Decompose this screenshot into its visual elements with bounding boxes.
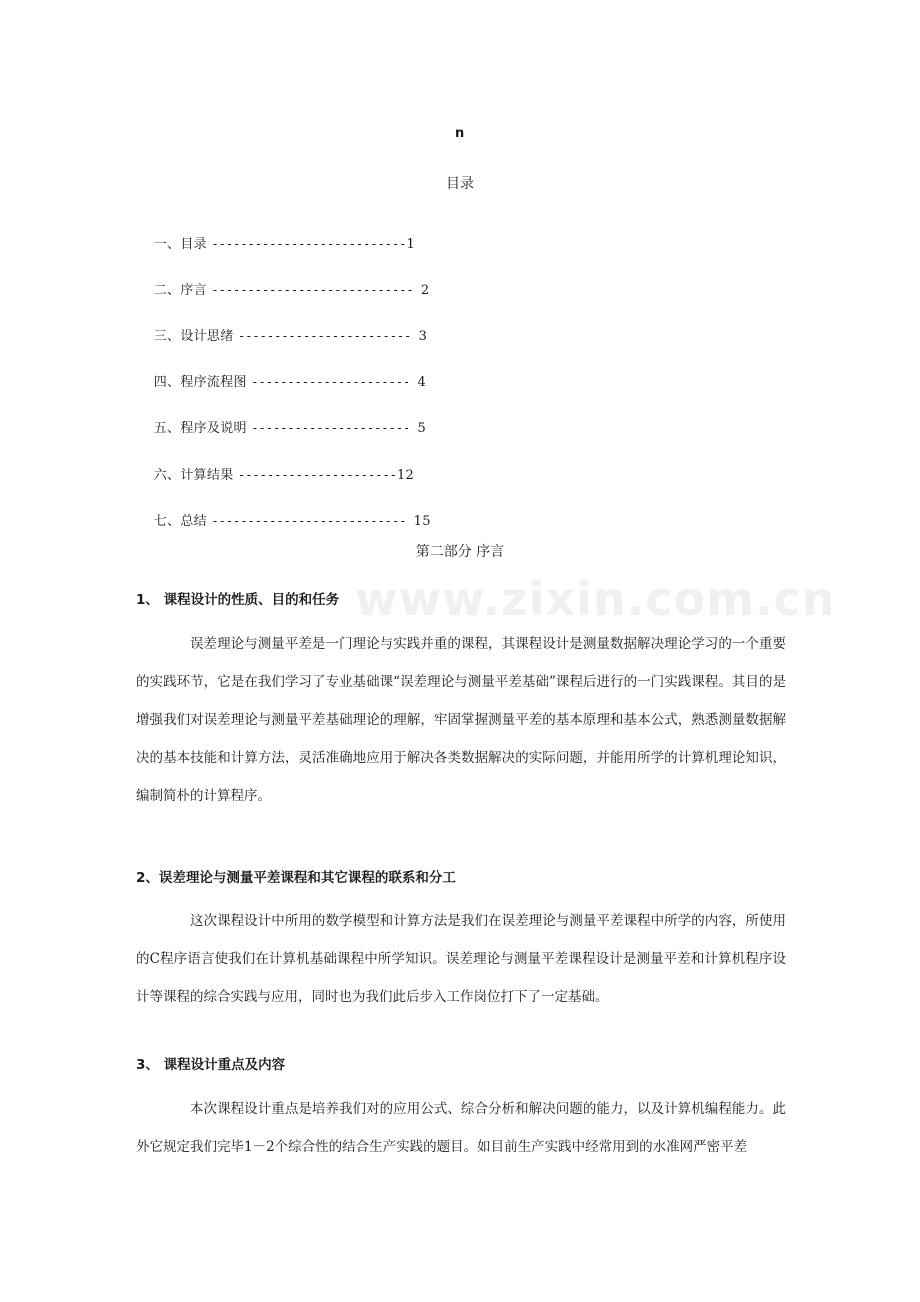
toc-item-label: 二、序言	[153, 283, 207, 298]
toc-item-page: 2	[420, 283, 430, 298]
page-marker: n	[455, 126, 465, 141]
toc-item	[136, 264, 429, 313]
section-heading: 2、误差理论与测量平差课程和其它课程的联系和分工	[136, 870, 456, 886]
toc-item-page: 5	[417, 421, 427, 436]
toc-item-dashes: ----------------------	[251, 421, 418, 435]
toc-item	[136, 356, 426, 405]
toc-item-page: 12	[396, 468, 415, 483]
toc-item-dashes: ----------------------	[237, 468, 397, 482]
section-heading: 3、 课程设计重点及内容	[136, 1057, 286, 1073]
toc-item-label: 七、总结	[153, 514, 207, 529]
toc-item	[136, 310, 427, 359]
toc-item-label: 六、计算结果	[153, 468, 234, 483]
toc-item-page: 15	[413, 514, 431, 529]
toc-item-page: 1	[406, 237, 416, 252]
watermark: www.zixin.com.cn	[355, 572, 836, 626]
toc-item-label: 四、程序流程图	[153, 375, 247, 390]
toc-item-label: 一、目录	[153, 237, 207, 252]
toc-item	[136, 449, 414, 498]
toc-item-dashes: ---------------------------	[211, 514, 414, 528]
section-paragraph: 误差理论与测量平差是一门理论与实践并重的课程，其课程设计是测量数据解决理论学习的一个重要的实践环节，它是在我们学习了专业基础课“误差理论与测量平差基础”课程后进行的一门实践课程。其目的是增强我们对误差理论与测量平差基础理论的理解，牢固掌握测量平差的基本原理和基本公式，熟悉测量数据解决的基本技能和计算方法，灵活准确地应用于解决各类数据解决的实际问题，并能用所学的计算机理论知识，编制简朴的计算程序。	[136, 636, 786, 804]
toc-item-page: 3	[418, 329, 428, 344]
toc-title: 目录	[446, 176, 474, 192]
section-heading: 1、 课程设计的性质、目的和任务	[136, 592, 340, 608]
toc-item-label: 五、程序及说明	[153, 421, 247, 436]
toc-item	[136, 402, 426, 451]
section-paragraph: 这次课程设计中所用的数学模型和计算方法是我们在误差理论与测量平差课程中所学的内容，所使用的C程序语言使我们在计算机基础课程中所学知识。误差理论与测量平差课程设计是测量平差和计算机程序设计等课程的综合实践与应用，同时也为我们此后步入工作岗位打下了一定基础。	[136, 913, 786, 1005]
toc-item-dashes: ---------------------------	[211, 237, 407, 251]
section-title: 第二部分 序言	[415, 544, 505, 560]
toc-item-dashes: ----------------------	[251, 375, 418, 389]
toc-item-page: 4	[417, 375, 427, 390]
toc-item-label: 三、设计思绪	[153, 329, 234, 344]
toc-item	[136, 495, 431, 544]
toc-item	[136, 218, 415, 267]
section-paragraph: 本次课程设计重点是培养我们对的应用公式、综合分析和解决问题的能力，以及计算机编程能力。此外它规定我们完毕1－2个综合性的结合生产实践的题目。如目前生产实践中经常用到的水准网严密平差	[136, 1101, 786, 1155]
toc-item-dashes: ----------------------------	[211, 283, 421, 297]
toc-item-dashes: ------------------------	[237, 329, 419, 343]
